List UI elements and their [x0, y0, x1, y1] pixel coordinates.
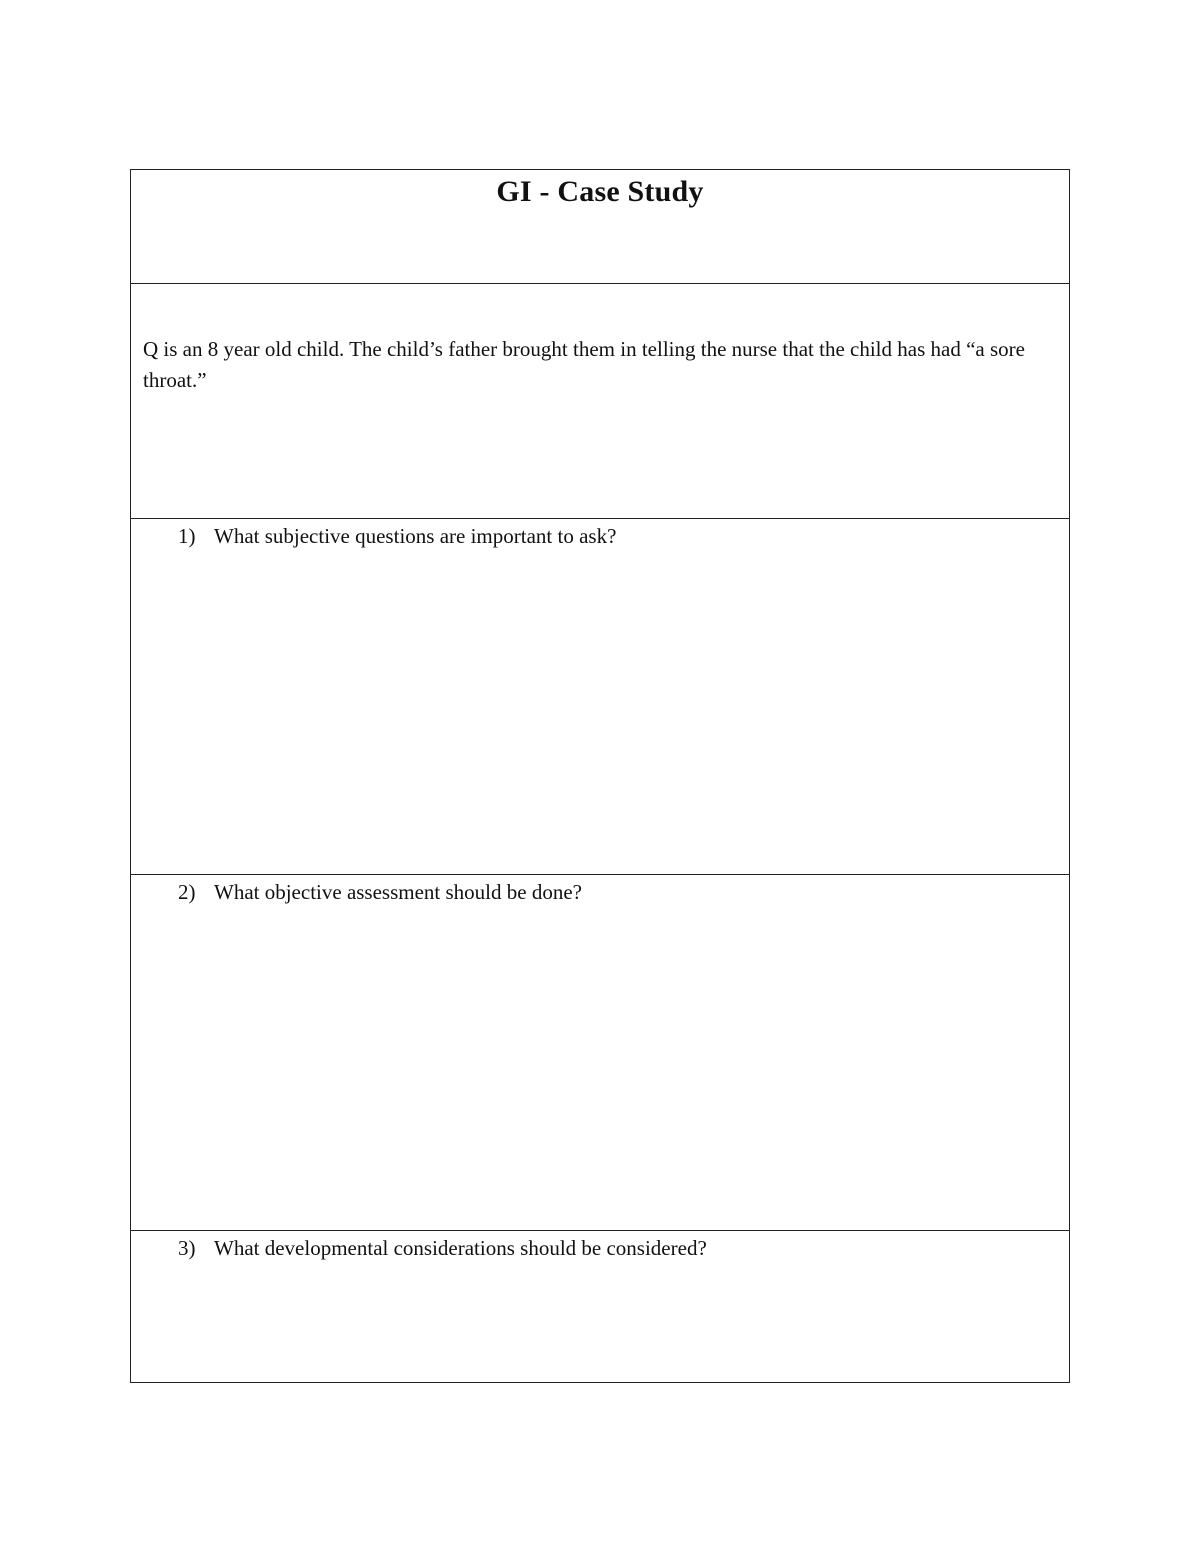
- question-text: What developmental considerations should be considered?: [214, 1236, 707, 1260]
- question-text: What objective assessment should be done?: [214, 880, 582, 904]
- title-row: [131, 170, 1069, 283]
- question-number: 1): [178, 524, 196, 548]
- case-scenario-text: Q is an 8 year old child. The child’s father brought them in telling the nurse that the child has had “a sore throat.”: [143, 337, 1025, 392]
- question-number: 3): [178, 1236, 196, 1260]
- question-3: [178, 1234, 707, 1262]
- question-row-3: [131, 1230, 1069, 1384]
- question-row-2: [131, 874, 1069, 1230]
- question-2: [178, 878, 582, 906]
- case-study-worksheet: [130, 169, 1070, 1383]
- worksheet-title: GI - Case Study: [496, 175, 704, 208]
- scenario-row: [131, 283, 1069, 518]
- question-1: [178, 522, 616, 550]
- question-text: What subjective questions are important to ask?: [214, 524, 617, 548]
- question-number: 2): [178, 880, 196, 904]
- question-row-1: [131, 518, 1069, 874]
